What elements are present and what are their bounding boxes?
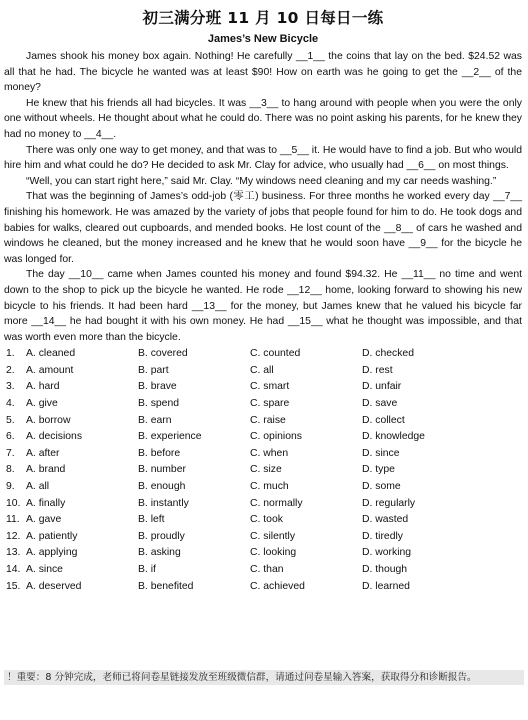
- passage-paragraph: He knew that his friends all had bicycles. It was __3__ to hang around with people when you were the only one without wheels. He thought about what he could do. There was no point asking his parents, for he knew they had no money to __4__.: [4, 97, 522, 140]
- option-d: D. knowledge: [362, 431, 425, 443]
- option-a: A. after: [26, 447, 60, 459]
- question-number: 13.: [6, 547, 21, 559]
- option-b: B. asking: [138, 547, 181, 559]
- passage-paragraph: James shook his money box again. Nothing! He carefully __1__ the coins that lay on the bed. $24.52 was all that he had. The bicycle he wanted was at least $90! How on earth was he going to get the __2__ of the money?: [4, 51, 522, 94]
- instruction-note: ！重要：8 分钟完成，老师已将问卷星链接发放至班级微信群，请通过问卷星输入答案，获取得分和诊断报告。: [4, 670, 524, 685]
- option-b: B. enough: [138, 481, 186, 493]
- passage-title: James’s New Bicycle: [207, 33, 319, 45]
- option-b: B. part: [138, 364, 169, 376]
- option-c: C. much: [250, 481, 289, 493]
- option-a: A. finally: [26, 497, 66, 509]
- option-b: B. brave: [138, 381, 177, 393]
- option-c: C. normally: [250, 497, 303, 509]
- worksheet-title: 初三满分班 11 月 10 日每日一练: [142, 9, 384, 27]
- option-d: D. learned: [362, 580, 410, 592]
- question-number: 5.: [6, 414, 15, 426]
- option-a: A. brand: [26, 464, 66, 476]
- option-d: D. though: [362, 564, 408, 575]
- question-number: 9.: [6, 481, 15, 493]
- question-row: [4, 479, 522, 496]
- option-c: C. when: [250, 447, 289, 459]
- option-d: D. some: [362, 481, 401, 493]
- question-row: [4, 496, 522, 513]
- option-d: D. collect: [362, 414, 405, 426]
- question-number: 10.: [6, 497, 21, 509]
- question-number: 15.: [6, 580, 21, 592]
- question-row: [4, 579, 522, 596]
- question-number: 7.: [6, 447, 15, 459]
- option-c: C. smart: [250, 381, 290, 393]
- option-c: C. raise: [250, 414, 286, 426]
- option-b: B. if: [138, 564, 156, 575]
- question-row: [4, 562, 522, 579]
- option-b: B. before: [138, 447, 181, 459]
- option-d: D. type: [362, 464, 395, 476]
- option-c: C. spare: [250, 398, 290, 410]
- option-d: D. since: [362, 447, 400, 459]
- option-c: C. counted: [250, 348, 301, 360]
- option-d: D. wasted: [362, 514, 409, 526]
- question-row: [4, 396, 522, 413]
- passage-paragraph: There was only one way to get money, and that was to __5__ it. He would have to find a job. But who would hire him and what could he do? He decided to ask Mr. Clay for advice, who usually had __6__ on most things.: [4, 144, 522, 172]
- question-number: 11.: [6, 514, 20, 526]
- passage-paragraph: The day __10__ came when James counted his money and found $94.32. He __11__ no time and went down to the shop to pick up the bicycle he wanted. He rode __12__ home, looking forward to showing his new bicycle to his friends. It had been hard __13__ for the money, but James knew that he valued his bicycle far more __14__ he had bought it with his own money. He had __15__ what he thought was impossible, and that was worth even more than the bicycle.: [4, 269, 522, 343]
- option-d: D. regularly: [362, 497, 416, 509]
- option-b: B. spend: [138, 398, 180, 410]
- option-c: C. took: [250, 514, 283, 526]
- question-number: 12.: [6, 530, 21, 542]
- option-a: A. applying: [26, 547, 78, 559]
- option-b: B. covered: [138, 348, 188, 360]
- option-b: B. experience: [138, 431, 202, 443]
- option-c: C. looking: [250, 547, 297, 559]
- option-a: A. decisions: [26, 431, 83, 443]
- option-d: D. unfair: [362, 381, 402, 393]
- option-a: A. since: [26, 564, 63, 575]
- option-d: D. tiredly: [362, 530, 403, 542]
- option-a: A. hard: [26, 381, 60, 393]
- question-row: [4, 346, 522, 363]
- question-row: [4, 545, 522, 562]
- option-b: B. number: [138, 464, 186, 476]
- option-a: A. amount: [26, 364, 74, 376]
- question-row: [4, 429, 522, 446]
- option-c: C. achieved: [250, 580, 305, 592]
- question-row: [4, 529, 522, 546]
- option-a: A. give: [26, 398, 58, 410]
- option-a: A. borrow: [26, 414, 71, 426]
- option-a: A. deserved: [26, 580, 82, 592]
- option-b: B. earn: [138, 414, 172, 426]
- question-number: 6.: [6, 431, 15, 443]
- answer-options: [4, 346, 522, 595]
- option-b: B. instantly: [138, 497, 189, 509]
- option-d: D. checked: [362, 348, 414, 360]
- option-b: B. left: [138, 514, 165, 526]
- question-number: 4.: [6, 398, 15, 410]
- option-b: B. proudly: [138, 530, 185, 542]
- question-number: 3.: [6, 381, 15, 393]
- option-c: C. than: [250, 564, 284, 575]
- question-number: 1.: [6, 348, 15, 360]
- option-c: C. all: [250, 364, 274, 376]
- option-c: C. opinions: [250, 431, 302, 443]
- option-d: D. working: [362, 547, 412, 559]
- passage-paragraph: That was the beginning of James’s odd-job (零工) business. For three months he worked every day __7__ finishing his homework. He was amazed by the variety of jobs that people found for him to do. He took dogs and babies for walks, cleared out cupboards, and mended books. He lost count of the __8__ of cars he washed and windows he cleaned, but the money increased and he knew that he would soon have __9__ for the bicycle he was longed for.: [4, 191, 522, 265]
- question-row: [4, 413, 522, 430]
- option-a: A. cleaned: [26, 348, 76, 360]
- option-d: D. save: [362, 398, 398, 410]
- option-a: A. gave: [26, 514, 62, 526]
- option-a: A. patiently: [26, 530, 78, 542]
- question-row: [4, 512, 522, 529]
- option-a: A. all: [26, 481, 50, 493]
- option-b: B. benefited: [138, 580, 194, 592]
- question-row: [4, 462, 522, 479]
- passage-paragraph: “Well, you can start right here,” said Mr. Clay. “My windows need cleaning and my car needs washing.”: [26, 175, 497, 187]
- question-number: 14.: [6, 564, 21, 575]
- question-row: [4, 363, 522, 380]
- option-c: C. size: [250, 464, 282, 476]
- question-number: 2.: [6, 364, 15, 376]
- passage: [4, 49, 522, 345]
- option-c: C. silently: [250, 530, 296, 542]
- question-row: [4, 446, 522, 463]
- question-row: [4, 379, 522, 396]
- option-d: D. rest: [362, 364, 393, 376]
- question-number: 8.: [6, 464, 15, 476]
